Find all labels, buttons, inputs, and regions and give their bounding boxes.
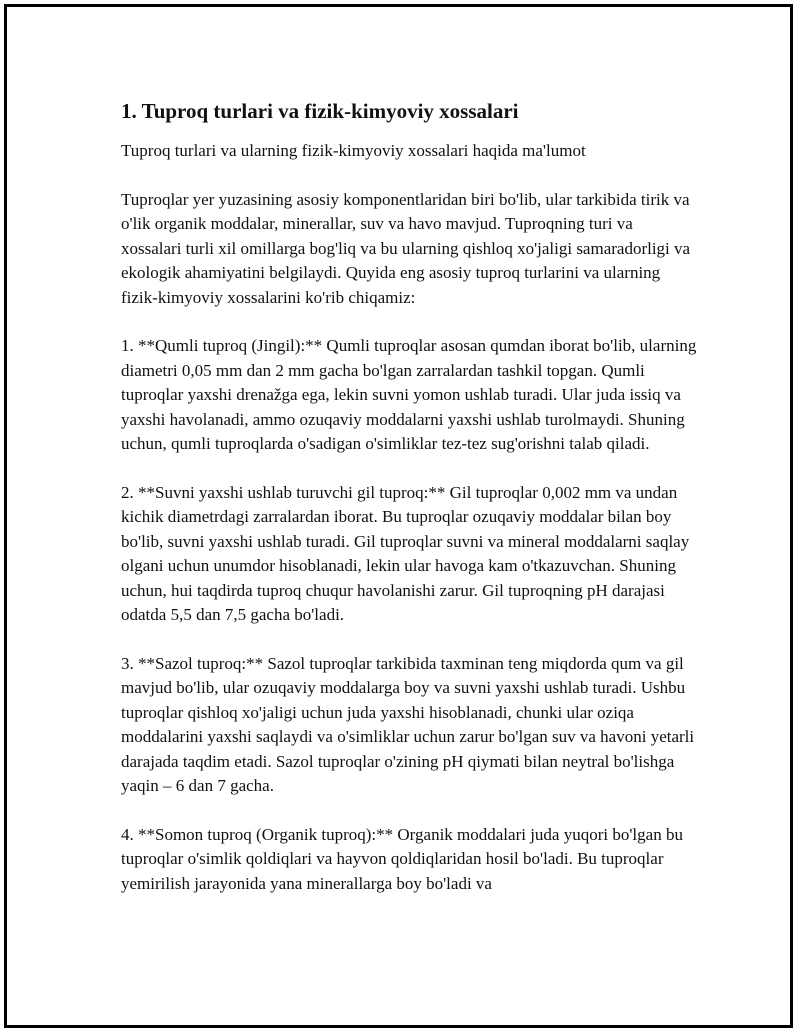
document-subtitle: Tuproq turlari va ularning fizik-kimyoviy xossalari haqida ma'lumot bbox=[121, 141, 586, 160]
paragraph-sandy-soil: 1. **Qumli tuproq (Jingil):** Qumli tuproqlar asosan qumdan iborat bo'lib, ularning diametri 0,05 mm dan 2 mm gacha bo'lgan zarralardan tashkil topgan. Qumli tuproqlar yaxshi drenažga ega, lekin suvni yomon ushlab turadi. Ular juda issiq va yaxshi havolanadi, ammo ozuqaviy moddalarni yaxshi ushlab turolmaydi. Shuning uchun, qumli tuproqlarda o'sadigan o'simliklar tez-tez sug'orishni talab qiladi. bbox=[121, 336, 697, 453]
page-frame bbox=[4, 4, 793, 1028]
paragraph-clay-soil: 2. **Suvni yaxshi ushlab turuvchi gil tuproq:** Gil tuproqlar 0,002 mm va undan kichik diametrdagi zarralardan iborat. Bu tuproqlar ozuqaviy moddalar bilan boy bo'lib, suvni yaxshi ushlab turadi. Gil tuproqlar suvni va mineral moddalarni saqlay olgani uchun unumdor hisoblanadi, lekin ular havoga kam o'tkazuvchan. Shuning uchun, hui taqdirda tuproq chuqur havolanishi zarur. Gil tuproqning pH darajasi odatda 5,5 dan 7,5 gacha bo'ladi. bbox=[121, 482, 690, 624]
paragraph-organic-soil: 4. **Somon tuproq (Organik tuproq):** Organik moddalari juda yuqori bo'lgan bu tuproqlar o'simlik qoldiqlari va hayvon qoldiqlaridan hosil bo'ladi. Bu tuproqlar yemirilish jarayonida yana minerallarga boy bo'ladi va bbox=[121, 824, 683, 893]
paragraph-loam-soil: 3. **Sazol tuproq:** Sazol tuproqlar tarkibida taxminan teng miqdorda qum va gil mavjud bo'lib, ular ozuqaviy moddalarga boy va suvni yaxshi ushlab turadi. Ushbu tuproqlar qishloq xo'jaligi uchun juda yaxshi hisoblanadi, chunki ular oziqa moddalarini yaxshi saqlaydi va o'simliklar uchun zarur bo'lgan suv va havoni yetarli darajada taqdim etadi. Sazol tuproqlar o'zining pH qiymati bilan neytral bo'lishga yaqin – 6 dan 7 gacha. bbox=[121, 653, 695, 795]
intro-paragraph: Tuproqlar yer yuzasining asosiy komponentlaridan biri bo'lib, ular tarkibida tirik va o'lik organik moddalar, minerallar, suv va havo mavjud. Tuproqning turi va xossalari turli xil omillarga bog'liq va bu ularning qishloq xo'jaligi samaradorligi va ekologik ahamiyatini belgilaydi. Quyida eng asosiy tuproq turlarini va ularning fizik-kimyoviy xossalarini ko'rib chiqamiz: bbox=[121, 189, 691, 307]
document-body bbox=[121, 97, 697, 896]
document-title: 1. Tuproq turlari va fizik-kimyoviy xossalari bbox=[121, 99, 519, 123]
